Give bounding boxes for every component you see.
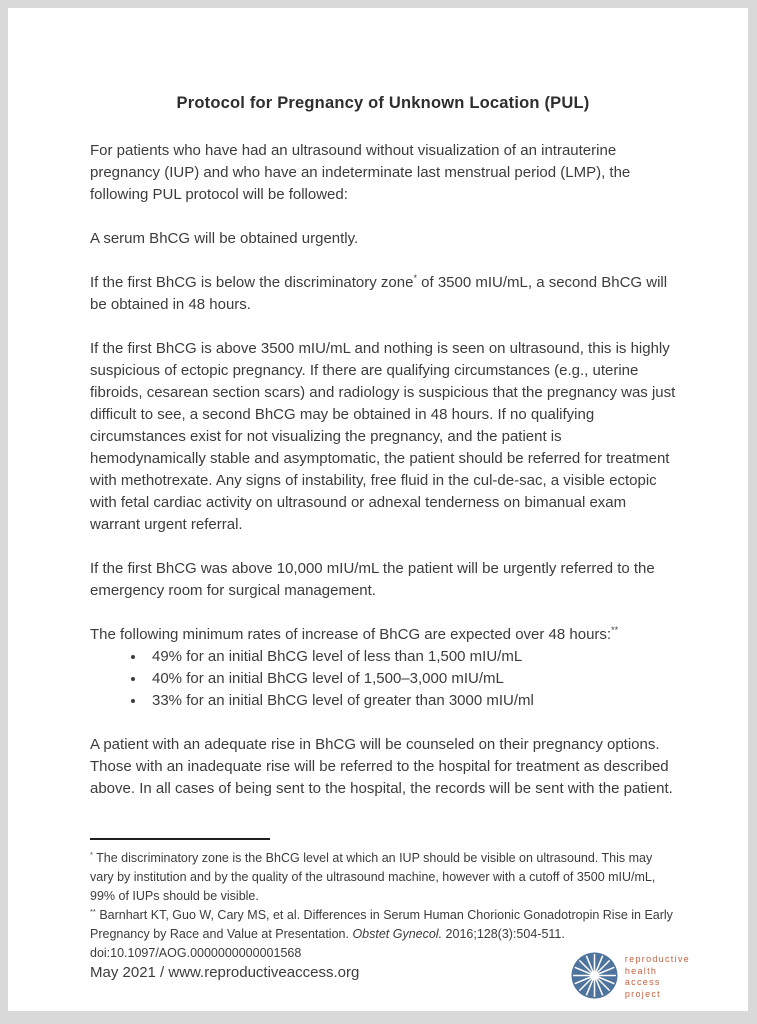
logo-line-project: project xyxy=(624,988,661,999)
above-zone-text: If the first BhCG is above 3500 mIU/mL and nothing is seen on ultrasound, this is highly suspicious of ectopic pregnancy. If there are qualifying circumstances (e.g., uterine fibroids, cesarean section scars) and radiology is suspicious that the pregnancy was just difficult to see, a second BhCG may be obtained in 48 hours. If no qualifying circumstances exist for not visualizing the pregnancy, and the patient is hemodynamically stable and asymptomatic, the patient should be referred for treatment with methotrexate. Any signs of instability, free fluid in the cul-de-sac, a visible ectopic with fetal cardiac activity on ultrasound or adnexal tenderness on bimanual exam warrant urgent referral. xyxy=(90,340,676,533)
footnotes-section xyxy=(90,838,678,963)
footnote-1-text: The discriminatory zone is the BhCG level at which an IUP should be visible on ultrasound. This may vary by institution and by the quality of the ultrasound machine, however with a cutoff of 3500 mIU/mL, 99% of IUPs should be visible. xyxy=(90,851,656,903)
footnote-discriminatory-zone xyxy=(90,849,678,906)
footnote-2-marker: ** xyxy=(90,906,96,916)
page-title: Protocol for Pregnancy of Unknown Location (PUL) xyxy=(176,94,590,112)
footnote-marker-double-asterisk: ** xyxy=(611,625,619,635)
journal-name: Obstet Gynecol. xyxy=(352,927,443,941)
paragraph-er-referral xyxy=(90,558,676,602)
rhap-logo xyxy=(571,952,690,1000)
below-zone-text-pre: If the first BhCG is below the discriminatory zone xyxy=(90,274,414,291)
logo-line-reproductive: reproductive xyxy=(624,954,690,964)
paragraph-intro xyxy=(90,140,676,206)
paragraph-serum-text: A serum BhCG will be obtained urgently. xyxy=(90,230,359,247)
footnote-marker-asterisk: * xyxy=(413,273,417,283)
rhap-logo-wordmark xyxy=(625,952,690,1000)
page-footer xyxy=(90,952,690,1000)
paragraph-above-discriminatory-zone xyxy=(90,338,676,536)
logo-line-access: access xyxy=(624,977,661,987)
footnote-2-text-post: 2016;128(3):504-511. doi:10.1097/AOG.0000000000001568 xyxy=(90,927,565,960)
document-page xyxy=(8,8,748,1011)
paragraph-serum-bhcg xyxy=(90,228,676,250)
bhcg-rates-list xyxy=(90,646,676,712)
list-item-rate-49: • 49% for an initial BhCG level of less than 1,500 mIU/mL xyxy=(146,646,676,668)
document-body xyxy=(8,8,748,800)
paragraph-rates-intro xyxy=(90,624,676,646)
footnote-1-marker: * xyxy=(90,849,93,859)
rhap-logo-icon xyxy=(571,952,618,999)
footnote-2-text-pre: Barnhart KT, Guo W, Cary MS, et al. Differences in Serum Human Chorionic Gonadotropin Rise in Early Pregnancy by Race and Value at Presentation. xyxy=(90,908,673,941)
list-item-rate-40: • 40% for an initial BhCG level of 1,500–3,000 mIU/mL xyxy=(146,668,676,690)
list-item-rate-33: • 33% for an initial BhCG level of greater than 3000 mIU/ml xyxy=(146,690,676,712)
paragraph-intro-text: For patients who have had an ultrasound without visualization of an intrauterine pregnancy (IUP) and who have an indeterminate last menstrual period (LMP), the following PUL protocol will be followed: xyxy=(90,142,631,203)
footer-date-url: May 2021 / www.reproductiveaccess.org xyxy=(90,964,360,981)
paragraph-below-discriminatory-zone xyxy=(90,272,676,316)
er-referral-text: If the first BhCG was above 10,000 mIU/mL the patient will be urgently referred to the emergency room for surgical management. xyxy=(90,560,655,599)
rates-intro-text: The following minimum rates of increase of BhCG are expected over 48 hours: xyxy=(90,626,612,643)
paragraph-counseling xyxy=(90,734,676,800)
counseling-text: A patient with an adequate rise in BhCG will be counseled on their pregnancy options. Those with an inadequate rise will be referred to the hospital for treatment as described above. In all cases of being sent to the hospital, the records will be sent with the patient. xyxy=(90,736,673,797)
logo-line-health: health xyxy=(624,965,658,976)
footnote-divider xyxy=(90,838,270,840)
below-zone-text-post: of 3500 mIU/mL, a second BhCG will be obtained in 48 hours. xyxy=(90,274,668,313)
